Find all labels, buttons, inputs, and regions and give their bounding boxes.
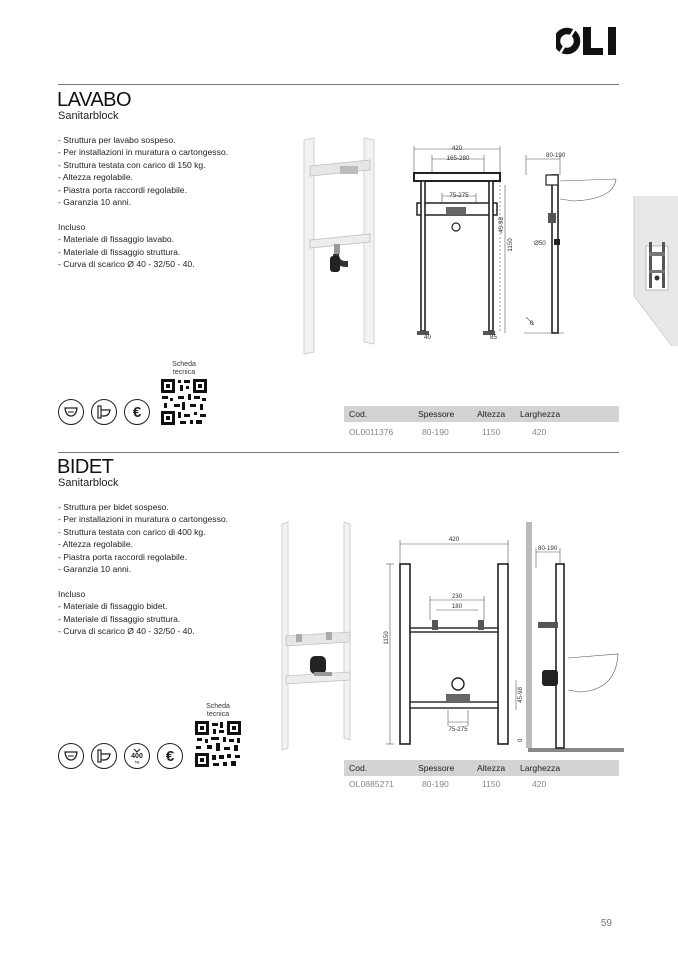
- included-item: - Materiale di fissaggio bidet.: [58, 601, 168, 612]
- bidet-top-rule: [58, 452, 619, 453]
- feature-item: - Struttura per bidet sospeso.: [58, 502, 169, 512]
- feature-item: - Altezza regolabile.: [58, 172, 133, 183]
- feature-item: - Struttura testata con carico di 400 kg.: [58, 526, 206, 537]
- dim-width-b: 180: [451, 603, 463, 610]
- feature-item: - Per installazioni in muratura o cartongesso.: [58, 147, 229, 158]
- washbasin-icon: [91, 399, 117, 425]
- included-label: Incluso: [58, 588, 86, 599]
- dim-width-total: 420: [448, 536, 460, 543]
- feature-item: - Per installazioni in muratura o cartongesso.: [58, 514, 229, 525]
- dim-depth: 45-98: [498, 217, 505, 233]
- dim-width-a: 230: [451, 593, 463, 600]
- feature-item: - Altezza regolabile.: [58, 539, 133, 550]
- dim-width-total: 420: [451, 145, 463, 152]
- cell-larghezza: 420: [532, 427, 547, 437]
- header-spessore: Spessore: [418, 763, 455, 773]
- lavabo-title: LAVABO: [57, 89, 132, 111]
- lavabo-table-header: [344, 406, 619, 422]
- lavabo-technical-drawing: [404, 145, 622, 345]
- oli-logo: [556, 24, 622, 58]
- lavabo-table-row: [344, 425, 619, 439]
- dim-width-small: 75-275: [448, 726, 468, 733]
- dim-wall-depth: 80-190: [546, 152, 566, 159]
- header-altezza: Altezza: [477, 409, 506, 419]
- bidet-feature-list: [58, 501, 228, 637]
- load-badge-value: 400: [131, 753, 143, 760]
- included-item: - Materiale di fissaggio lavabo.: [58, 234, 175, 245]
- included-item: - Materiale di fissaggio struttura.: [58, 613, 181, 624]
- dim-height: 1150: [383, 631, 390, 645]
- dim-zero: 0: [517, 738, 524, 742]
- feature-item: - Struttura testata con carico di 150 kg.: [58, 159, 206, 170]
- cell-code: OL0885271: [349, 779, 394, 789]
- cell-code: OL0011376: [349, 427, 394, 437]
- page-number: 59: [600, 918, 612, 929]
- bidet-qr-label: Scheda tecnica: [206, 703, 230, 718]
- header-larghezza: Larghezza: [520, 763, 561, 773]
- cell-altezza: 1150: [482, 427, 501, 437]
- bidet-title: BIDET: [57, 456, 114, 478]
- dim-wall-depth: 80-190: [538, 545, 558, 552]
- bidet-subtitle: Sanitarblock: [58, 477, 119, 489]
- lavabo-qr-code[interactable]: [160, 378, 208, 426]
- bidet-frame-photo[interactable]: [276, 520, 366, 752]
- bidet-icon: [91, 743, 117, 769]
- lavabo-qr-label: Scheda tecnica: [172, 361, 196, 376]
- dim-foot-left: 40: [424, 334, 431, 341]
- dim-height: 1150: [507, 238, 514, 252]
- catalog-side-tab: [632, 196, 678, 346]
- feature-item: - Struttura per lavabo sospeso.: [58, 135, 176, 145]
- header-spessore: Spessore: [418, 409, 455, 419]
- wall-hung-bidet-icon: [58, 743, 84, 769]
- lavabo-feature-list: [58, 134, 228, 270]
- included-item: - Curva di scarico Ø 40 - 32/50 - 40.: [58, 259, 195, 270]
- mini-frame-thumbnail: [646, 242, 668, 290]
- feature-item: - Piastra porta raccordi regolabile.: [58, 551, 187, 562]
- included-item: - Materiale di fissaggio struttura.: [58, 246, 181, 257]
- included-item: - Curva di scarico Ø 40 - 32/50 - 40.: [58, 626, 195, 637]
- dim-width-adjustable: 165-280: [446, 155, 470, 162]
- dim-foot-right: 85: [490, 334, 497, 341]
- cell-spessore: 80-190: [422, 427, 449, 437]
- lavabo-frame-photo[interactable]: [296, 136, 386, 356]
- euro-icon: €: [157, 743, 183, 769]
- feature-item: - Garanzia 10 anni.: [58, 564, 132, 575]
- feature-item: - Garanzia 10 anni.: [58, 197, 132, 208]
- wall-hung-washbasin-icon: [58, 399, 84, 425]
- dim-depth: 45-98: [517, 687, 524, 703]
- bidet-technical-drawing: [380, 520, 624, 755]
- header-cod: Cod.: [349, 409, 368, 419]
- cell-altezza: 1150: [482, 779, 501, 789]
- bidet-feature-icons: [58, 743, 183, 769]
- load-400kg-icon: [124, 743, 150, 769]
- dim-pipe: Ø50: [534, 240, 546, 247]
- header-altezza: Altezza: [477, 763, 506, 773]
- dim-zero: 0: [530, 320, 534, 327]
- lavabo-subtitle: Sanitarblock: [58, 110, 119, 122]
- load-badge-unit: kg: [134, 759, 140, 764]
- feature-item: - Piastra porta raccordi regolabile.: [58, 184, 187, 195]
- cell-spessore: 80-190: [422, 779, 449, 789]
- euro-icon: €: [124, 399, 150, 425]
- dim-width-small: 75-275: [449, 192, 469, 199]
- bidet-table-header: [344, 760, 619, 776]
- included-label: Incluso: [58, 221, 86, 232]
- lavabo-feature-icons: [58, 399, 150, 425]
- lavabo-top-rule: [58, 84, 619, 85]
- bidet-qr-code[interactable]: [194, 720, 242, 768]
- bidet-table-row: [344, 777, 619, 791]
- header-cod: Cod.: [349, 763, 368, 773]
- header-larghezza: Larghezza: [520, 409, 561, 419]
- cell-larghezza: 420: [532, 779, 547, 789]
